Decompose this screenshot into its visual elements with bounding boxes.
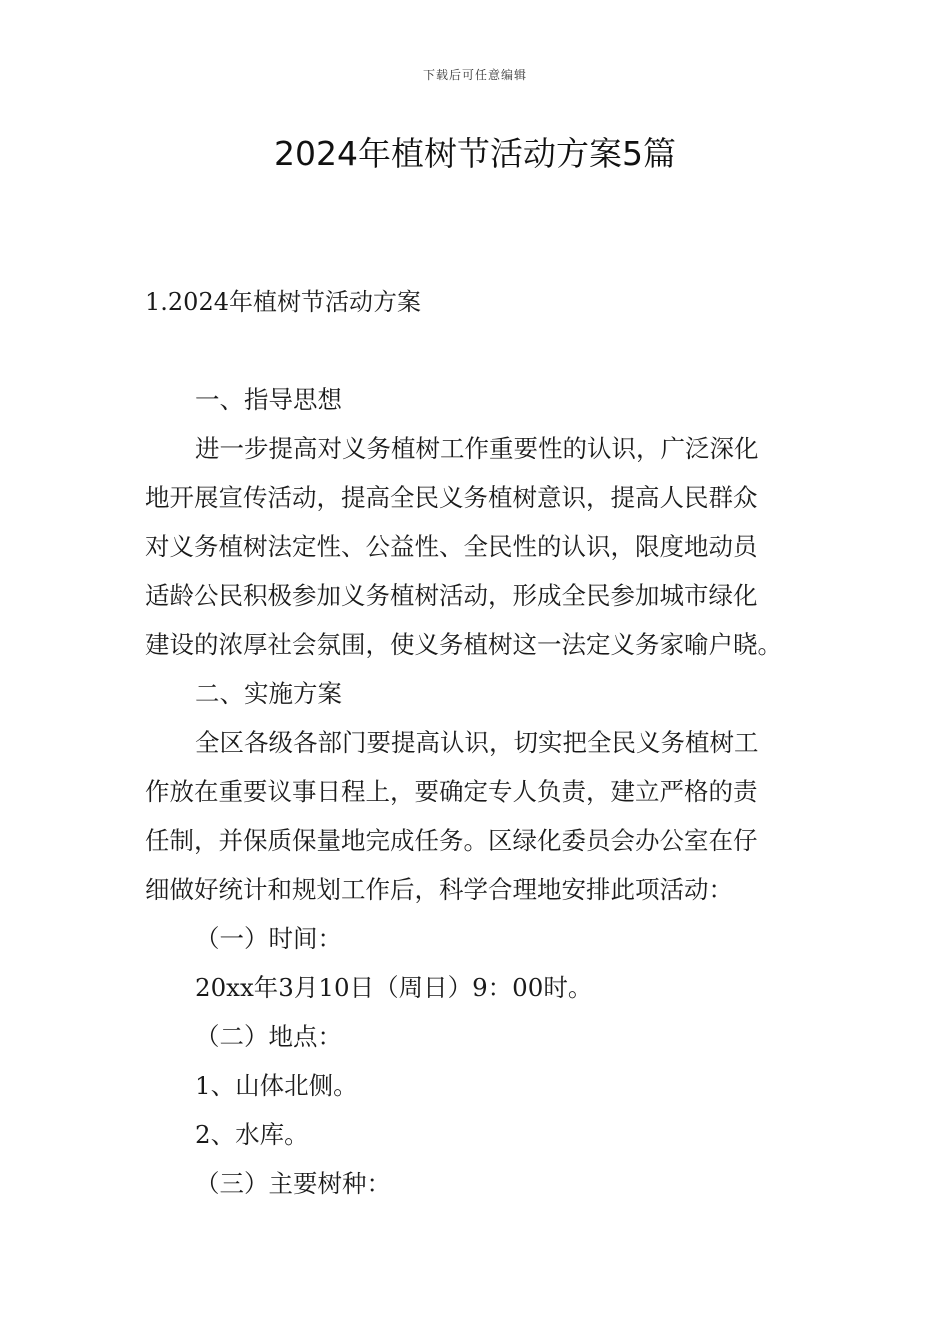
paragraph-line: （一）时间： (195, 924, 342, 953)
paragraph-line: 一、指导思想 (195, 385, 342, 414)
header-note: 下载后可任意编辑 (422, 68, 527, 82)
document-title: 2024年植树节活动方案5篇 (274, 134, 676, 173)
paragraph-line: 适龄公民积极参加义务植树活动，形成全民参加城市绿化 (145, 581, 758, 610)
paragraph-line: （三）主要树种： (195, 1169, 391, 1198)
paragraph-line: 任制，并保质保量地完成任务。区绿化委员会办公室在仔 (145, 826, 758, 855)
paragraph-line: 建设的浓厚社会氛围，使义务植树这一法定义务家喻户晓。 (145, 630, 782, 659)
body-text (145, 375, 810, 1208)
paragraph-line: 1、山体北侧。 (195, 1071, 358, 1100)
paragraph-line: 20xx年3月10日（周日）9：00时。 (195, 973, 593, 1002)
paragraph-line: 地开展宣传活动，提高全民义务植树意识，提高人民群众 (145, 483, 758, 512)
paragraph-line: 作放在重要议事日程上，要确定专人负责，建立严格的责 (145, 777, 758, 806)
paragraph-line: 细做好统计和规划工作后，科学合理地安排此项活动： (145, 875, 733, 904)
paragraph-line: （二）地点： (195, 1022, 342, 1051)
paragraph-line: 2、水库。 (195, 1120, 309, 1149)
paragraph-line: 进一步提高对义务植树工作重要性的认识，广泛深化 (195, 434, 759, 463)
paragraph-line: 二、实施方案 (195, 679, 342, 708)
section-title: 1.2024年植树节活动方案 (145, 288, 421, 316)
paragraph-line: 对义务植树法定性、公益性、全民性的认识，限度地动员 (145, 532, 758, 561)
paragraph-line: 全区各级各部门要提高认识，切实把全民义务植树工 (195, 728, 759, 757)
